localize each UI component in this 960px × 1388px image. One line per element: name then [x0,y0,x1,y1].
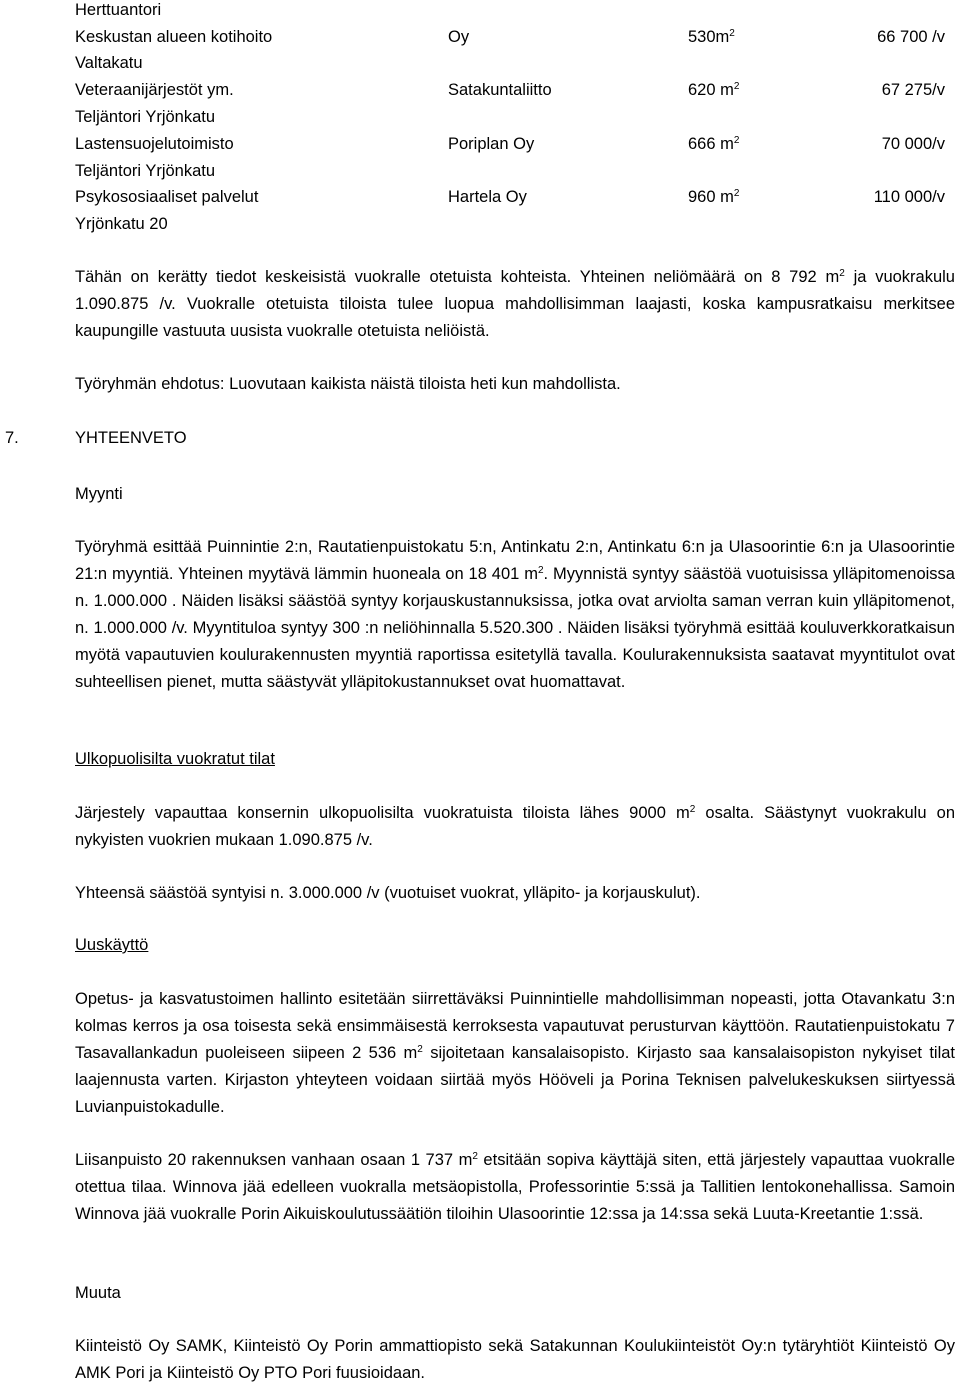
table-rent: 66 700 /v [877,28,945,46]
table-location-line: Veteraanijärjestöt ym. [75,81,234,99]
subheading-myynti: Myynti [75,485,123,503]
table-rent: 110 000/v [873,188,945,206]
ulkopuoliset-paragraph: Järjestely vapauttaa konsernin ulkopuolisilta vuokratuista tiloista lähes 9000 $m^2$ osalta. Säästynyt vuokrakulu on nykyisten vuokrien mukaan 1.090.875 /v. [75,804,955,849]
table-location-line: Teljäntori Yrjönkatu [75,162,216,180]
table-location-line: Keskustan alueen kotihoito [75,28,273,46]
table-location-line: Lastensuojelutoimisto [75,135,234,153]
table-rent: 70 000/v [881,135,945,153]
table-tenant: Poriplan Oy [448,135,535,153]
table-area: 666 $m^2$ [688,135,740,153]
table-area: 620 $m^2$ [688,81,740,99]
table-location-line: Valtakatu [75,54,143,72]
table-location-line: Herttuantori [75,1,162,19]
table-tenant: Hartela Oy [448,188,527,206]
table-rent: 67 275/v [881,81,945,99]
working-group-proposal: Työryhmän ehdotus: Luovutaan kaikista näistä tiloista heti kun mahdollista. [75,375,621,393]
summary-paragraph: Tähän on kerätty tiedot keskeisistä vuokralle otetuista kohteista. Yhteinen neliömäärä on 8 792 $m^2$ ja vuokrakulu 1.090.875 /v. Vuokralle otetuista tiloista tulee luopua mahdollisimman laajasti, koska kampusratkaisu merkitsee kaupungille vastuuta uusista vuokralle otetuista neliöistä. [75,268,955,340]
muuta-paragraph: Kiinteistö Oy SAMK, Kiinteistö Oy Porin ammattiopisto sekä Satakunnan Koulukiinteistöt Oy:n tytäryhtiöt Kiinteistö Oy AMK Pori ja Kiinteistö Oy PTO Pori fuusioidaan. [75,1337,955,1382]
section-number: 7. [5,429,19,447]
total-savings-paragraph: Yhteensä säästöä syntyisi n. 3.000.000 /v (vuotuiset vuokrat, ylläpito- ja korjauskulut). [75,884,701,902]
myynti-paragraph: Työryhmä esittää Puinnintie 2:n, Rautatienpuistokatu 5:n, Antinkatu 2:n, Antinkatu 6:n ja Ulasoorintie 6:n ja Ulasoorintie 21:n myyntiä. Yhteinen myytävä lämmin huoneala on 18 401 $m^2$. Myynnistä syntyy säästöä vuotuisissa ylläpitomenoissa n. 1.000.000 . Näiden lisäksi säästöä syntyy korjauskustannuksissa, jotka ovat arviolta saman verran kuin ylläpitomenot, n. 1.000.000 /v. Myyntituloa syntyy 300 :n neliöhinnalla 5.520.300 . Näiden lisäksi työryhmä esittää kouluverkkoratkaisun myötä vapautuvien koulurakennusten myyntiä raportissa esitetyllä tavalla. Koulurakennuksista saatavat myyntitulot ovat suhteellisen pienet, mutta säästyvät ylläpitokustannukset ovat huomattavat. [75,538,955,691]
table-location-line: Yrjönkatu 20 [75,215,168,233]
table-area: 960 $m^2$ [688,188,740,206]
subheading-ulkopuoliset: Ulkopuolisilta vuokratut tilat [75,750,275,768]
subheading-uuskaytto: Uuskäyttö [75,936,149,954]
subheading-muuta: Muuta [75,1284,121,1302]
table-location-line: Teljäntori Yrjönkatu [75,108,216,126]
table-location-line: Psykososiaaliset palvelut [75,188,259,206]
section-title: YHTEENVETO [75,429,187,447]
uuskaytto-paragraph-2: Liisanpuisto 20 rakennuksen vanhaan osaan 1 737 $m^2$ etsitään sopiva käyttäjä siten, että järjestely vapauttaa vuokralle otettua tilaa. Winnova jää edelleen vuokralla metsäopistolla, Professorintie 5:ssä ja Tallitien lentokonehallissa. Samoin Winnova jää vuokralle Porin Aikuiskoulutussäätiön tiloihin Ulasoorintie 12:ssa ja 14:ssa sekä Luuta-Kreetantie 1:ssä. [75,1151,955,1223]
uuskaytto-paragraph-1: Opetus- ja kasvatustoimen hallinto esitetään siirrettäväksi Puinnintielle mahdollisimman nopeasti, jotta Otavankatu 3:n kolmas kerros ja osa toisesta sekä ensimmäisestä kerroksesta vapautuvat perusturvan käyttöön. Rautatienpuistokatu 7 Tasavallankadun puoleiseen siipeen 2 536 $m^2$ sijoitetaan kansalaisopisto. Kirjasto saa kansalaisopiston nykyiset tilat laajennusta varten. Kirjaston yhteyteen voidaan siirtää myös Hööveli ja Porina Teknisen palvelukeskuksen siirtyessä Luvianpuistokadulle. [75,990,955,1116]
table-tenant: Satakuntaliitto [448,81,552,99]
table-tenant: Oy [448,28,470,46]
table-area: $530m^2$ [688,28,735,46]
